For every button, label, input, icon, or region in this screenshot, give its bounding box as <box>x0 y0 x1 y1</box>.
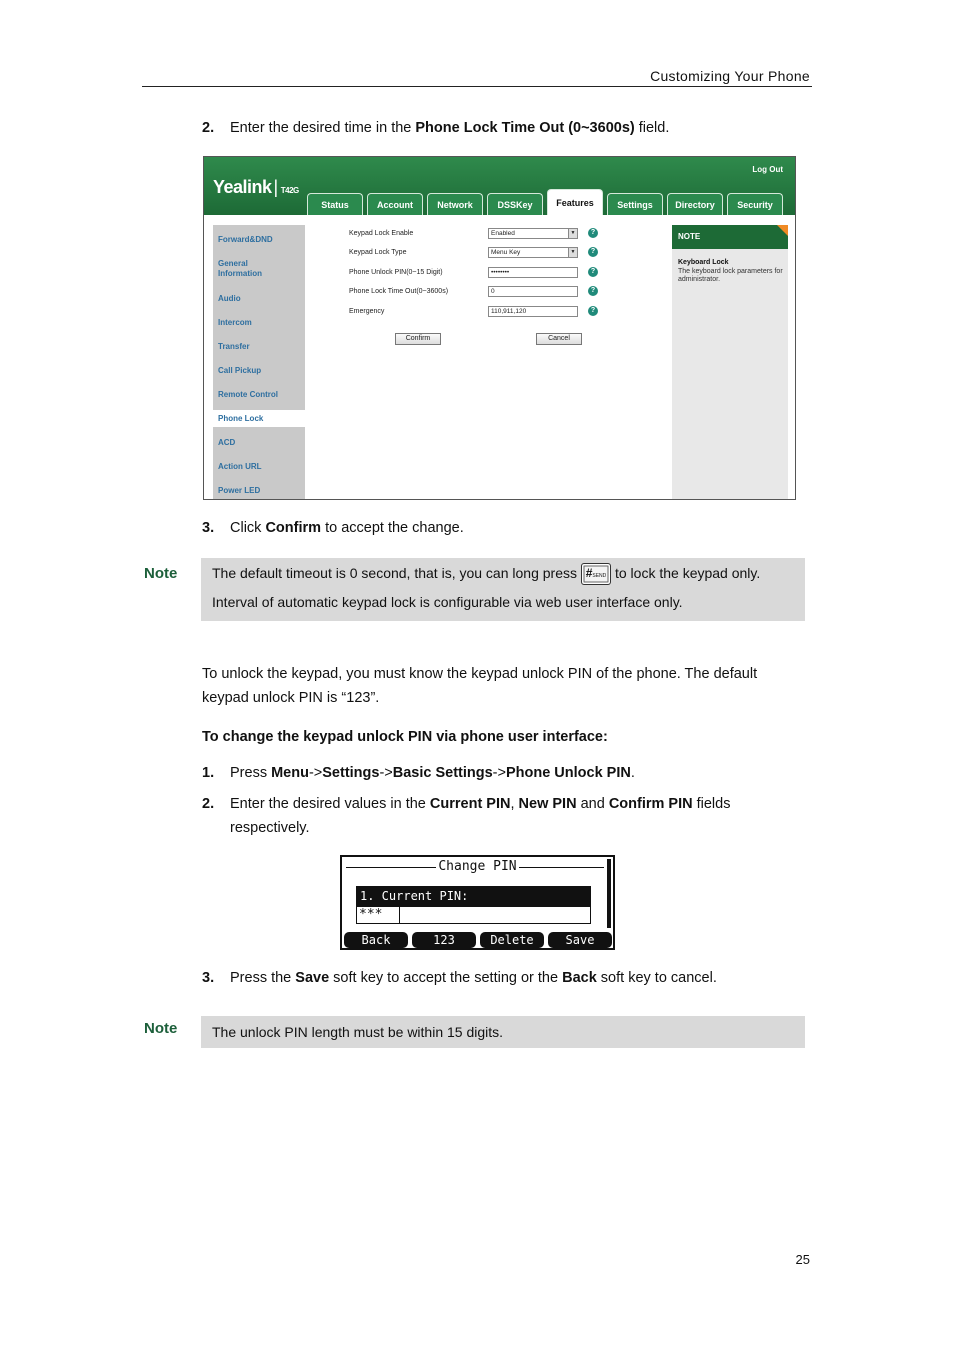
sidebar-item-general[interactable]: General <box>218 259 248 268</box>
tab-directory[interactable]: Directory <box>667 193 723 215</box>
note-header: NOTE <box>672 225 788 249</box>
step-number: 3. <box>202 970 215 986</box>
tab-account[interactable]: Account <box>367 193 423 215</box>
label-phone-unlock-pin: Phone Unlock PIN(0~15 Digit) <box>349 269 443 276</box>
lcd-scrollbar <box>607 859 611 928</box>
text-cursor <box>399 907 400 923</box>
help-icon[interactable]: ? <box>588 306 598 316</box>
phone-lcd-screenshot <box>340 855 615 950</box>
tab-security[interactable]: Security <box>727 193 783 215</box>
tab-network[interactable]: Network <box>427 193 483 215</box>
running-header: Customizing Your Phone <box>650 68 810 84</box>
note-corner-icon <box>777 225 788 236</box>
note-title: Keyboard Lock <box>678 259 729 266</box>
cancel-button[interactable]: Cancel <box>536 333 582 345</box>
sidebar-item-transfer[interactable]: Transfer <box>218 342 250 351</box>
tab-dsskey[interactable]: DSSKey <box>487 193 543 215</box>
sidebar-item-acd[interactable]: ACD <box>218 438 236 447</box>
sidebar-item-power-led[interactable]: Power LED <box>218 486 261 495</box>
header-rule <box>142 86 812 87</box>
label-keypad-lock-type: Keypad Lock Type <box>349 249 407 256</box>
note-label: Note <box>144 1020 178 1037</box>
note-text: The keyboard lock parameters for administrator. <box>678 268 783 283</box>
note-line-2: Interval of automatic keypad lock is configurable via web user interface only. <box>212 594 683 610</box>
tab-settings[interactable]: Settings <box>607 193 663 215</box>
step-text: Enter the desired values in the Current PIN, New PIN and Confirm PIN fields respectively. <box>230 796 731 836</box>
sidebar-item-audio[interactable]: Audio <box>218 294 241 303</box>
page-number: 25 <box>795 1252 810 1267</box>
logout-link[interactable]: Log Out <box>752 165 783 174</box>
yealink-logo: Yealink | T42G <box>213 177 299 197</box>
step-text: Press the Save soft key to accept the setting or the Back soft key to cancel. <box>230 970 717 986</box>
softkey-bar <box>342 932 613 948</box>
tab-features[interactable]: Features <box>547 189 603 215</box>
note-box <box>201 1016 805 1048</box>
emergency-input[interactable]: 110,911,120 <box>488 306 578 317</box>
softkey-123[interactable]: 123 <box>412 932 476 948</box>
web-header <box>204 157 795 215</box>
lcd-pin-input[interactable]: *** <box>356 906 591 924</box>
softkey-delete[interactable]: Delete <box>480 932 544 948</box>
sidebar-item-call-pickup[interactable]: Call Pickup <box>218 366 262 375</box>
label-phone-lock-timeout: Phone Lock Time Out(0~3600s) <box>349 288 449 295</box>
body-paragraph: To unlock the keypad, you must know the keypad unlock PIN of the phone. The default keypad unlock PIN is “123”. <box>202 666 758 706</box>
step-text: Enter the desired time in the Phone Lock Time Out (0~3600s) field. <box>230 120 670 136</box>
sidebar-item-information[interactable]: Information <box>218 269 262 278</box>
label-emergency: Emergency <box>349 308 385 315</box>
pound-send-key-icon: #SEND <box>581 563 611 585</box>
label-keypad-lock-enable: Keypad Lock Enable <box>349 230 414 237</box>
sidebar-item-forward-dnd[interactable]: Forward&DND <box>218 235 273 244</box>
sidebar-item-phone-lock[interactable]: Phone Lock <box>211 410 305 427</box>
softkey-save[interactable]: Save <box>548 932 612 948</box>
step-text: Click Confirm to accept the change. <box>230 520 464 536</box>
step-text: Press Menu->Settings->Basic Settings->Phone Unlock PIN. <box>230 765 635 781</box>
softkey-back[interactable]: Back <box>344 932 408 948</box>
help-icon[interactable]: ? <box>588 286 598 296</box>
sidebar-item-remote-control[interactable]: Remote Control <box>218 390 278 399</box>
step-number: 2. <box>202 120 215 136</box>
phone-unlock-pin-input[interactable]: •••••••• <box>488 267 578 278</box>
keypad-lock-enable-select[interactable]: Enabled ▼ <box>488 228 578 239</box>
note-box <box>201 558 805 621</box>
procedure-heading: To change the keypad unlock PIN via phone user interface: <box>202 729 608 745</box>
help-icon[interactable]: ? <box>588 247 598 257</box>
chevron-down-icon: ▼ <box>568 229 577 238</box>
help-icon[interactable]: ? <box>588 228 598 238</box>
confirm-button[interactable]: Confirm <box>395 333 441 345</box>
step-number: 1. <box>202 765 215 781</box>
step-number: 2. <box>202 796 215 812</box>
lcd-selected-item[interactable]: 1. Current PIN: <box>356 886 591 906</box>
help-icon[interactable]: ? <box>588 267 598 277</box>
web-note-panel <box>672 225 788 500</box>
chevron-down-icon: ▼ <box>568 248 577 257</box>
lcd-title: Change PIN <box>438 859 517 874</box>
sidebar-item-intercom[interactable]: Intercom <box>218 318 252 327</box>
web-ui-screenshot <box>203 156 796 500</box>
note-text: The unlock PIN length must be within 15 digits. <box>212 1024 504 1040</box>
note-label: Note <box>144 565 178 582</box>
tab-status[interactable]: Status <box>307 193 363 215</box>
note-line-1: The default timeout is 0 second, that is, you can long press #SEND to lock the keypad only. <box>212 562 760 585</box>
keypad-lock-type-select[interactable]: Menu Key ▼ <box>488 247 578 258</box>
sidebar-item-action-url[interactable]: Action URL <box>218 462 262 471</box>
phone-lock-timeout-input[interactable]: 0 <box>488 286 578 297</box>
step-number: 3. <box>202 520 215 536</box>
